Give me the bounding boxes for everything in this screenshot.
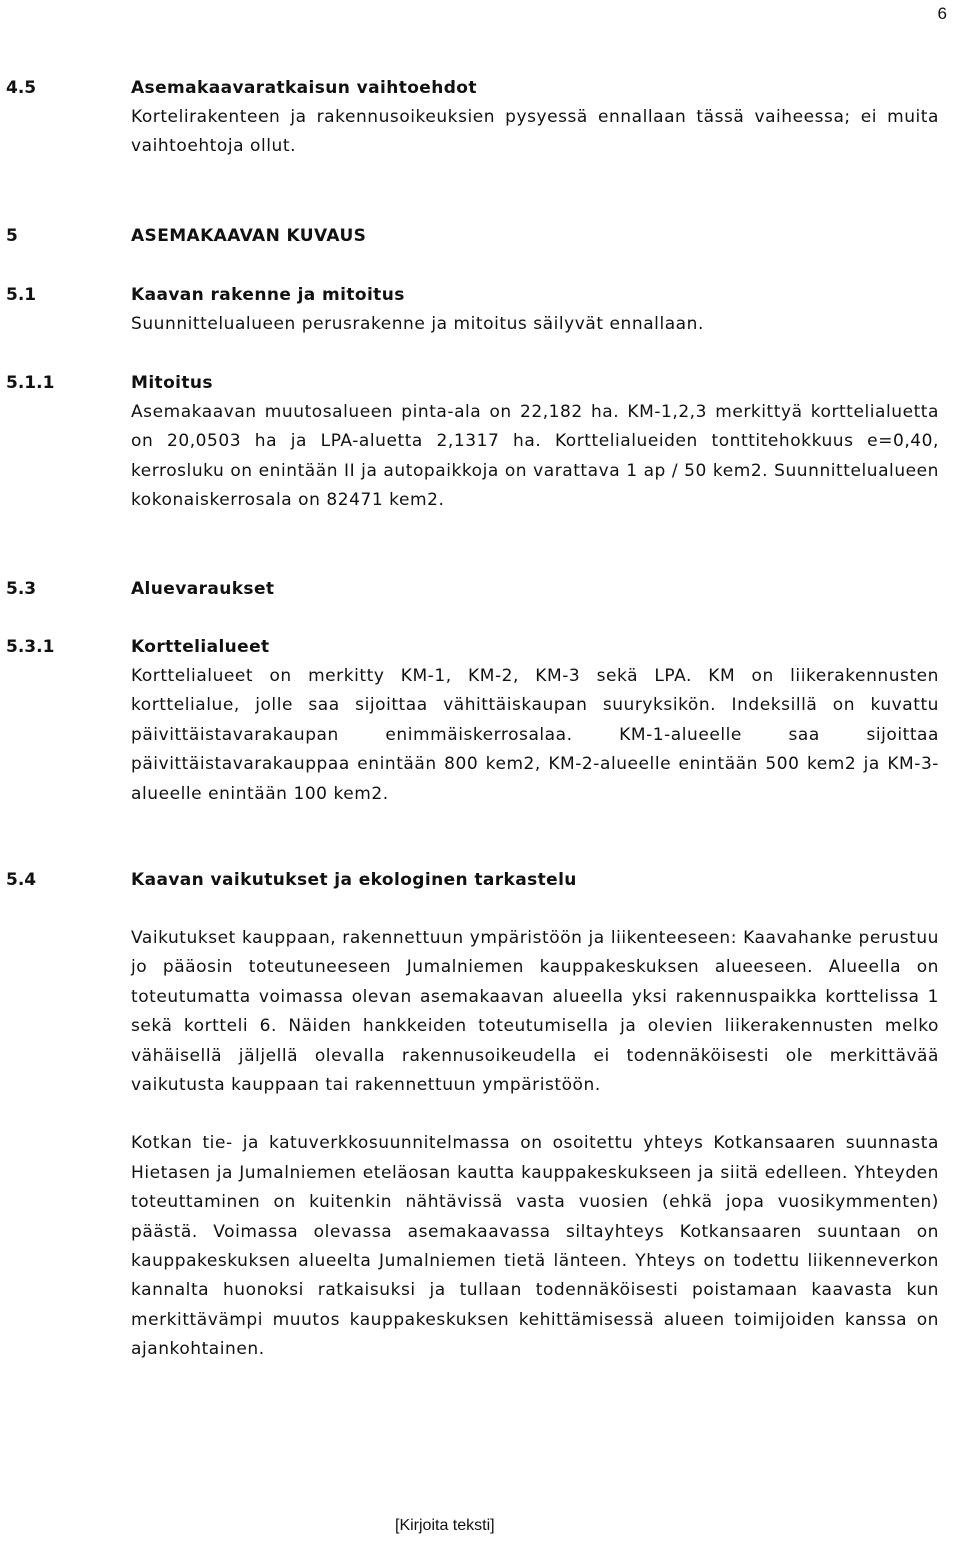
section-heading — [0, 866, 960, 895]
section-heading — [0, 74, 960, 103]
section-number: 5.1 — [6, 285, 37, 305]
section-paragraph: Kotkan tie- ja katuverkkosuunnitelmassa on osoitettu yhteys Kotkansaaren suunnasta Hietasen ja Jumalniemen eteläosan kautta kauppakeskukseen ja siitä edelleen. Yhteyden toteuttaminen on kuitenkin nähtävissä vasta vuosien (ehkä jopa vuosikymmenten) päästä. Voimassa olevassa asemakaavassa siltayhteys Kotkansaaren suuntaan on kauppakeskuksen alueelta Jumalniemen tietä länteen. Yhteys on todettu liikenneverkon kannalta huonoksi ratkaisuksi ja tullaan todennäköisesti poistamaan kaavasta kun merkittävämpi muutos kauppakeskuksen kehittämisessä alueen toimijoiden kanssa on ajankohtainen. — [131, 1133, 939, 1360]
section-paragraph: Kortelirakenteen ja rakennusoikeuksien pysyessä ennallaan tässä vaiheessa; ei muita vaihtoehtoja ollut. — [131, 107, 939, 157]
section-title: Kaavan vaikutukset ja ekologinen tarkastelu — [131, 870, 577, 890]
page-number: 6 — [937, 4, 947, 23]
section-number: 4.5 — [6, 78, 37, 98]
section-number: 5.3 — [6, 579, 37, 599]
section-title: Mitoitus — [131, 373, 213, 393]
section-5-3-1 — [0, 633, 960, 809]
section-5-1 — [0, 281, 960, 339]
section-4-5 — [0, 74, 960, 162]
section-number: 5.4 — [6, 870, 37, 890]
section-title: ASEMAKAAVAN KUVAUS — [131, 226, 367, 246]
section-5-3 — [0, 575, 960, 604]
section-title: Aluevaraukset — [131, 579, 275, 599]
section-number: 5 — [6, 226, 18, 246]
section-paragraph: Vaikutukset kauppaan, rakennettuun ympäristöön ja liikenteeseen: Kaavahanke perustuu jo pääosin toteutuneeseen Jumalniemen kauppakeskuksen alueeseen. Alueella on toteutumatta voimassa olevan asemakaavan alueella yksi rakennuspaikka korttelissa 1 sekä kortteli 6. Näiden hankkeiden toteutumisella ja olevien liikerakennusten melko vähäisellä jäljellä olevalla rakennusoikeudella ei todennäköisesti ole merkittävää vaikutusta kauppaan tai rakennettuun ympäristöön. — [131, 928, 939, 1096]
section-title: Kaavan rakenne ja mitoitus — [131, 285, 405, 305]
section-5-1-1 — [0, 369, 960, 516]
section-number: 5.3.1 — [6, 637, 55, 657]
section-paragraph: Asemakaavan muutosalueen pinta-ala on 22,182 ha. KM-1,2,3 merkittyä korttelialuetta on 20,0503 ha ja LPA-aluetta 2,1317 ha. Korttelialueiden tonttitehokkuus e=0,40, kerrosluku on enintään II ja autopaikkoja on varattava 1 ap / 50 kem2. Suunnittelualueen kokonaiskerrosala on 82471 kem2. — [131, 402, 939, 511]
section-heading — [0, 575, 960, 604]
footer-text-placeholder[interactable]: [Kirjoita teksti] — [395, 1517, 495, 1534]
section-paragraph: Suunnittelualueen perusrakenne ja mitoitus säilyvät ennallaan. — [131, 314, 704, 334]
section-5-4 — [0, 866, 960, 1365]
section-heading — [0, 281, 960, 310]
section-heading — [0, 633, 960, 662]
section-5 — [0, 222, 960, 251]
section-title: Korttelialueet — [131, 637, 270, 657]
section-heading — [0, 222, 960, 251]
section-number: 5.1.1 — [6, 373, 55, 393]
section-paragraph: Korttelialueet on merkitty KM-1, KM-2, KM-3 sekä LPA. KM on liikerakennusten korttelialue, jolle saa sijoittaa vähittäiskaupan suuryksikön. Indeksillä on kuvattu päivittäistavarakaupan enimmäiskerrosalaa. KM-1-alueelle saa sijoittaa päivittäistavarakauppaa enintään 800 kem2, KM-2-alueelle enintään 500 kem2 ja KM-3-alueelle enintään 100 kem2. — [131, 666, 939, 804]
section-title: Asemakaavaratkaisun vaihtoehdot — [131, 78, 477, 98]
section-heading — [0, 369, 960, 398]
